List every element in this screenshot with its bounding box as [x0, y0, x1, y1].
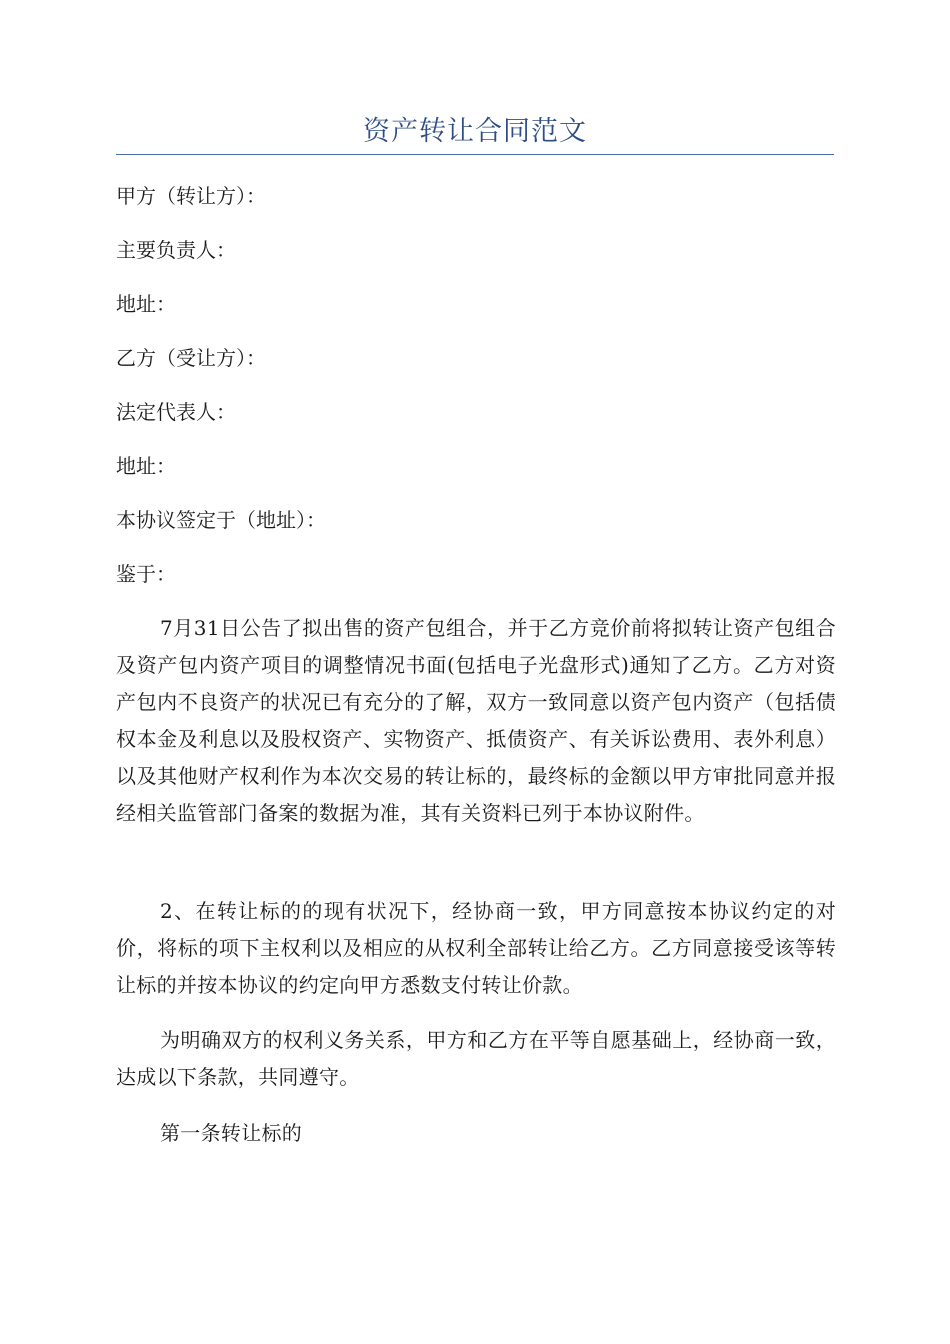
document-title: 资产转让合同范文 — [363, 116, 587, 147]
party-b-field: 乙方（受让方）： — [116, 346, 266, 370]
whereas-heading: 鉴于： — [116, 562, 176, 586]
signing-place-field: 本协议签定于（地址）： — [116, 508, 326, 532]
party-a-field: 甲方（转让方）： — [116, 184, 266, 208]
paragraph-mutual-agreement: 为明确双方的权利义务关系，甲方和乙方在平等自愿基础上，经协商一致，达成以下条款，共同遵守。 — [116, 1028, 836, 1089]
party-b-address-field: 地址： — [116, 454, 176, 478]
paragraph-transfer-consent: 2、在转让标的的现有状况下，经协商一致，甲方同意按本协议约定的对价，将标的项下主权利以及相应的从权利全部转让给乙方。乙方同意接受该等转让标的并按本协议的约定向甲方悉数支付转让价款。 — [116, 899, 836, 997]
party-a-principal-field: 主要负责人： — [116, 238, 236, 262]
article-one-heading: 第一条转让标的 — [160, 1121, 303, 1145]
paragraph-announcement: 7月31日公告了拟出售的资产包组合，并于乙方竞价前将拟转让资产包组合及资产包内资产项目的调整情况书面(包括电子光盘形式)通知了乙方。乙方对资产包内不良资产的状况已有充分的了解，双方一致同意以资产包内资产（包括债权本金及利息以及股权资产、实物资产、抵债资产、有关诉讼费用、表外利息）以及其他财产权利作为本次交易的转让标的，最终标的金额以甲方审批同意并报经相关监管部门备案的数据为准，其有关资料已列于本协议附件。 — [116, 616, 836, 825]
party-a-address-field: 地址： — [116, 292, 176, 316]
title-underline — [116, 154, 834, 155]
party-b-legal-rep-field: 法定代表人： — [116, 400, 236, 424]
